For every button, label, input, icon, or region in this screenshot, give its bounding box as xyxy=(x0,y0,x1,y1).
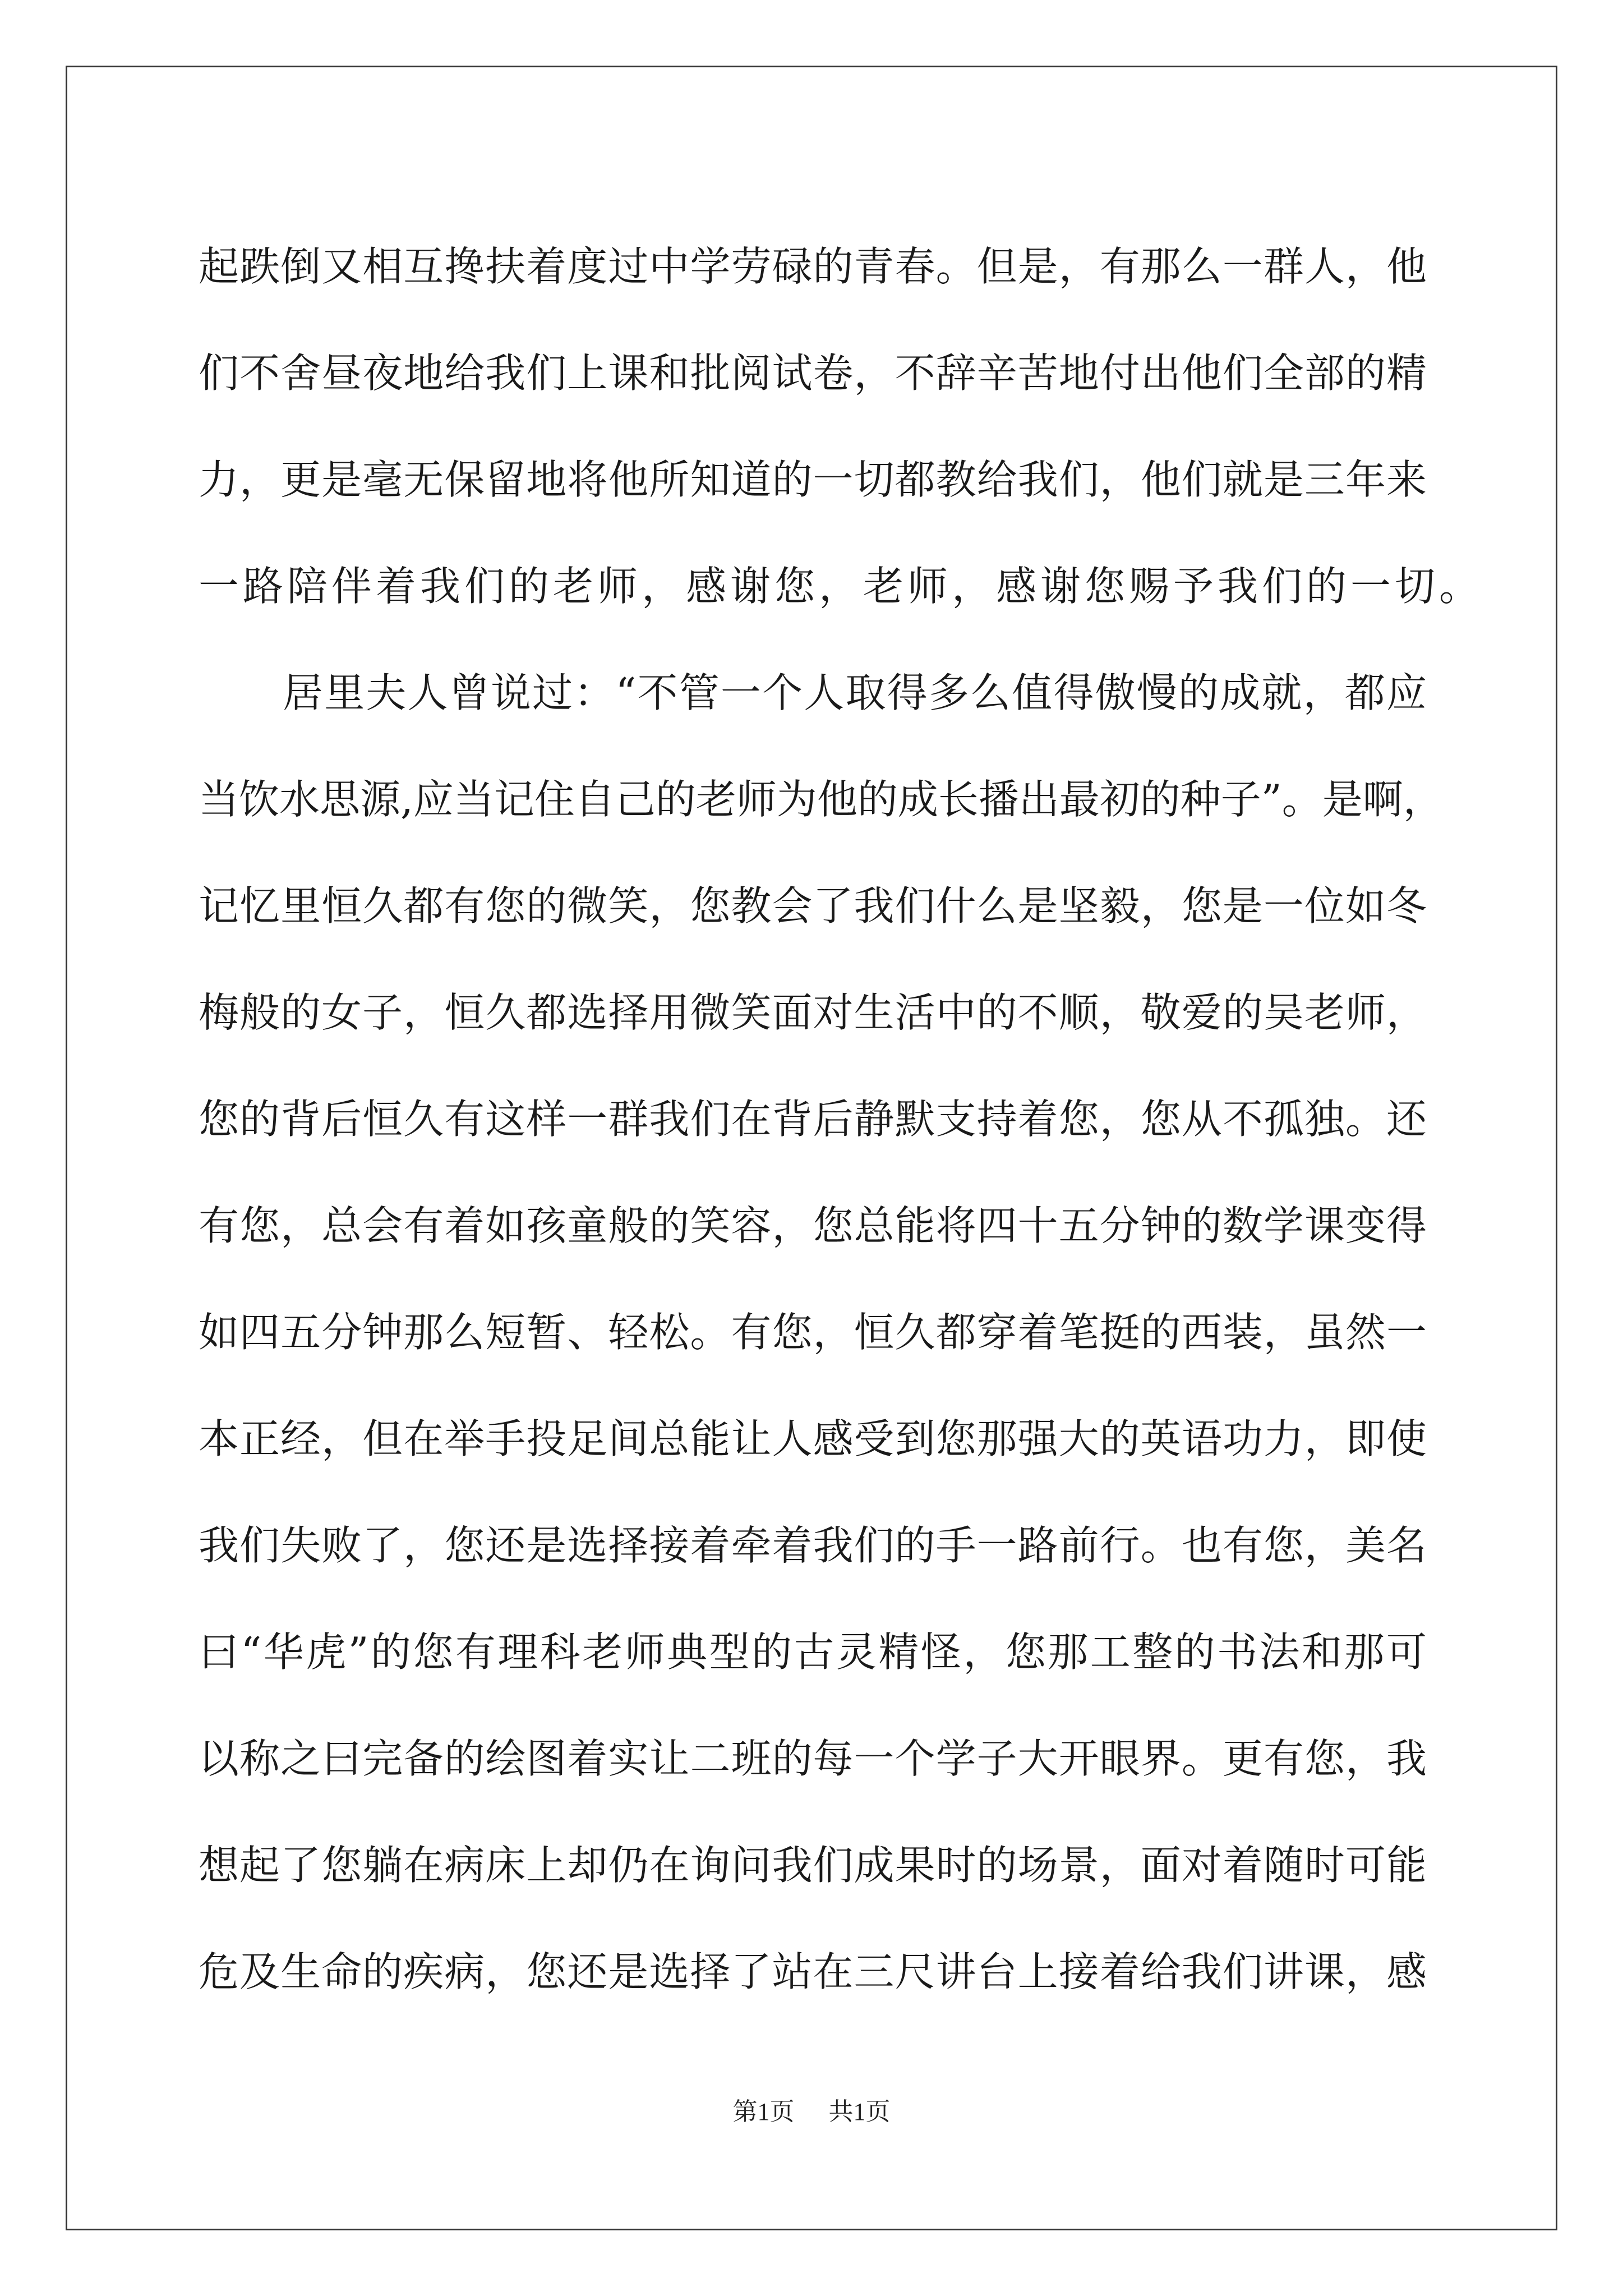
text-line: 记忆里恒久都有您的微笑，您教会了我们什么是坚毅，您是一位如冬 xyxy=(199,882,1427,930)
page-footer xyxy=(0,2091,1623,2127)
text-line: 想起了您躺在病床上却仍在询问我们成果时的场景，面对着随时可能 xyxy=(199,1842,1427,1889)
page-total: 共1页 xyxy=(828,2098,891,2125)
document-body xyxy=(199,213,1484,2025)
page-number: 第1页 xyxy=(732,2098,795,2125)
text-line: 曰“华虎”的您有理科老师典型的古灵精怪，您那工整的书法和那可 xyxy=(199,1628,1427,1676)
text-line: 本正经，但在举手投足间总能让人感受到您那强大的英语功力，即使 xyxy=(199,1415,1427,1462)
text-line: 危及生命的疾病，您还是选择了站在三尺讲台上接着给我们讲课，感 xyxy=(199,1948,1427,1995)
text-line: 如四五分钟那么短暂、轻松。有您，恒久都穿着笔挺的西装，虽然一 xyxy=(199,1309,1427,1356)
text-line: 当饮水思源,应当记住自己的老师为他的成长播出最初的种子”。是啊， xyxy=(199,776,1444,823)
text-line: 我们失败了，您还是选择接着牵着我们的手一路前行。也有您，美名 xyxy=(199,1522,1427,1569)
text-line: 居里夫人曾说过：“不管一个人取得多么值得傲慢的成就，都应 xyxy=(283,669,1427,716)
text-line: 们不舍昼夜地给我们上课和批阅试卷，不辞辛苦地付出他们全部的精 xyxy=(199,349,1427,397)
text-line: 力，更是毫无保留地将他所知道的一切都教给我们，他们就是三年来 xyxy=(199,456,1427,503)
text-line: 有您，总会有着如孩童般的笑容，您总能将四十五分钟的数学课变得 xyxy=(199,1202,1427,1249)
text-line: 一路陪伴着我们的老师，感谢您，老师，感谢您赐予我们的一切。 xyxy=(199,563,1484,610)
text-line: 梅般的女子，恒久都选择用微笑面对生活中的不顺，敬爱的吴老师， xyxy=(199,989,1427,1036)
text-line: 以称之曰完备的绘图着实让二班的每一个学子大开眼界。更有您，我 xyxy=(199,1735,1427,1782)
text-line: 您的背后恒久有这样一群我们在背后静默支持着您，您从不孤独。还 xyxy=(199,1096,1427,1143)
text-line: 起跌倒又相互搀扶着度过中学劳碌的青春。但是，有那么一群人，他 xyxy=(199,243,1427,290)
